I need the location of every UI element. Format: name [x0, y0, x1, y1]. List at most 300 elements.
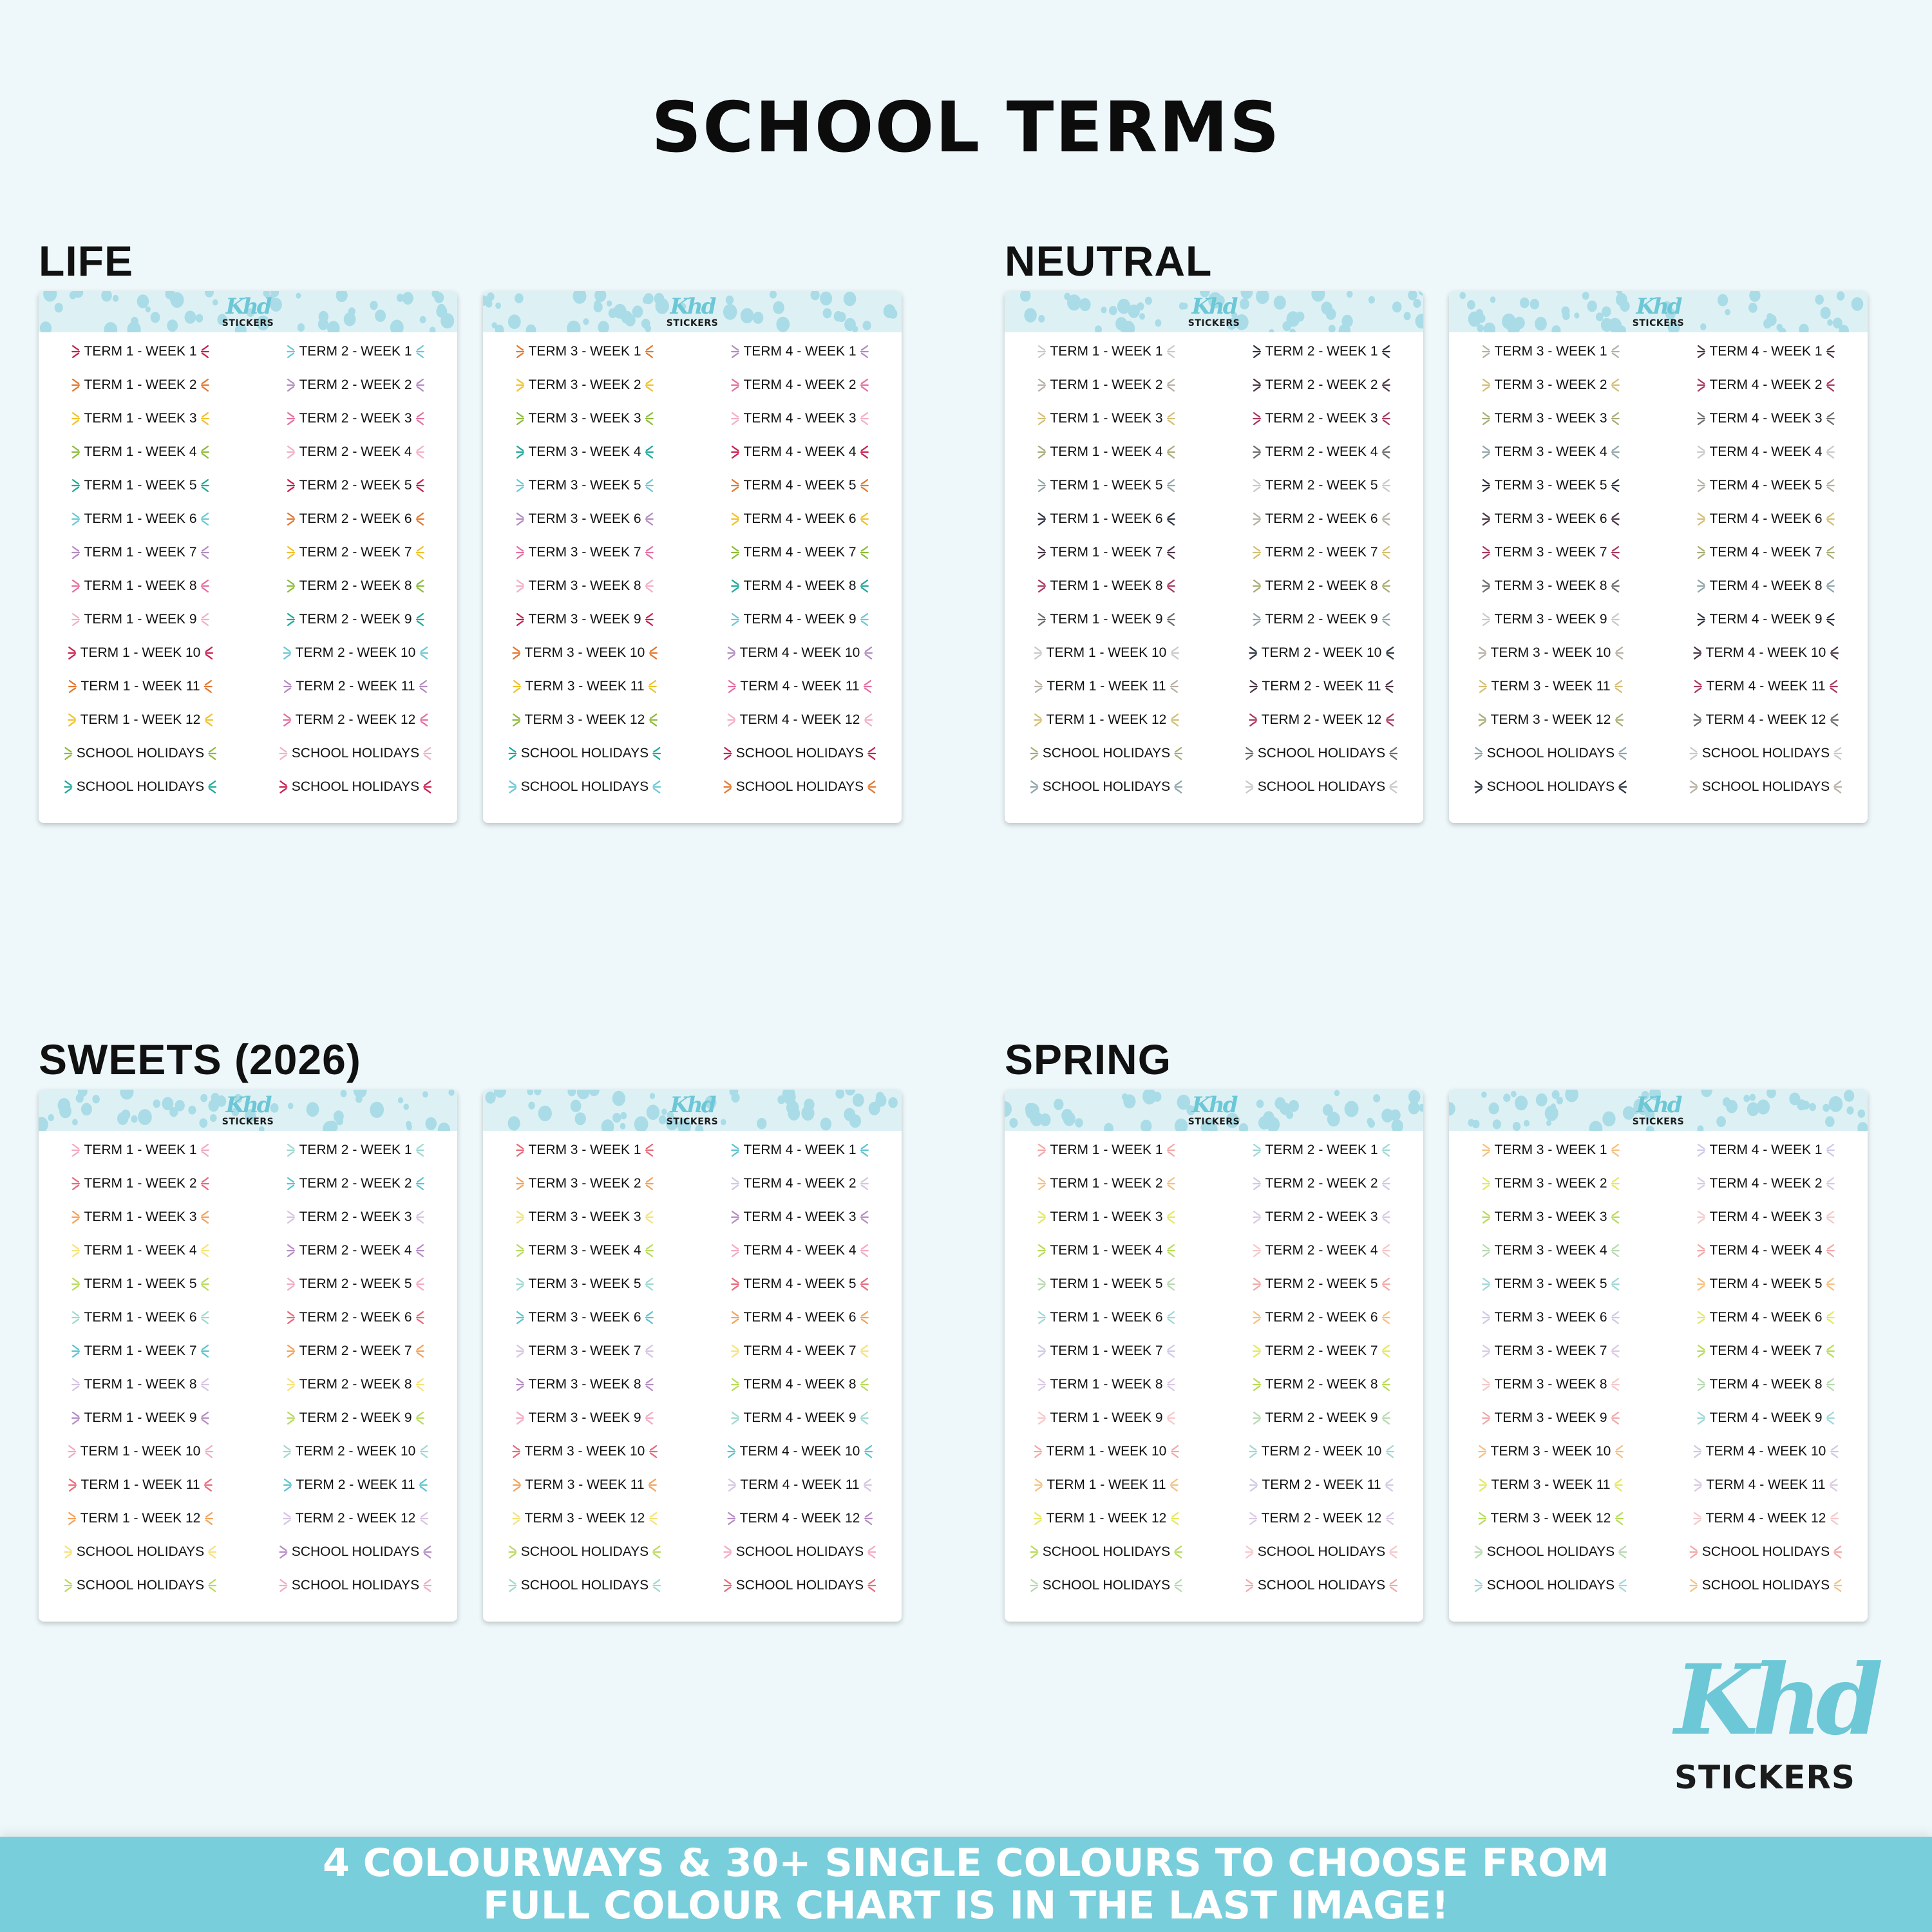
burst-left-icon [68, 1511, 78, 1526]
sticker-label [1474, 1544, 1627, 1560]
sticker-label [286, 1310, 424, 1325]
sticker-label [1481, 1310, 1620, 1325]
sticker-text: TERM 1 - WEEK 4 [1050, 1243, 1163, 1258]
burst-left-icon [1034, 1511, 1044, 1526]
burst-right-icon [644, 612, 654, 627]
burst-left-icon [1693, 1444, 1703, 1459]
burst-right-icon [644, 412, 654, 426]
colourway-neutral [966, 0, 1932, 792]
sticker-text: TERM 2 - WEEK 9 [1265, 612, 1378, 627]
sticker-text: TERM 2 - WEEK 2 [1265, 1176, 1378, 1191]
sticker-label [1481, 1176, 1620, 1191]
burst-left-icon [71, 579, 81, 593]
sticker-label [71, 478, 209, 493]
burst-right-icon [1173, 1545, 1183, 1559]
sticker-text: TERM 2 - WEEK 1 [299, 1142, 412, 1157]
burst-right-icon [1613, 1444, 1624, 1459]
burst-right-icon [415, 345, 425, 359]
burst-right-icon [1169, 713, 1179, 727]
burst-left-icon [71, 1378, 81, 1392]
burst-left-icon [1245, 780, 1255, 794]
burst-right-icon [200, 1311, 210, 1325]
sticker-text: TERM 2 - WEEK 1 [299, 344, 412, 359]
burst-right-icon [415, 412, 425, 426]
sheet-logo-word: STICKERS [666, 318, 719, 328]
sticker-label [515, 1410, 654, 1426]
front-sheet [39, 1090, 457, 1622]
burst-right-icon [1825, 1311, 1835, 1325]
burst-left-icon [286, 1311, 296, 1325]
sticker-text: TERM 2 - WEEK 4 [299, 1243, 412, 1258]
sticker-text: TERM 4 - WEEK 3 [743, 411, 857, 426]
burst-right-icon [1828, 713, 1839, 727]
sticker-label [1481, 377, 1620, 393]
burst-left-icon [515, 612, 526, 627]
sticker-label [1693, 1511, 1839, 1526]
sticker-text: TERM 3 - WEEK 7 [1494, 1343, 1607, 1358]
sticker-label [512, 712, 658, 728]
burst-left-icon [286, 1210, 296, 1224]
burst-left-icon [1696, 445, 1707, 459]
burst-left-icon [1037, 612, 1047, 627]
burst-right-icon [644, 1143, 654, 1157]
burst-right-icon [200, 445, 210, 459]
sticker-label [1252, 1276, 1390, 1292]
sticker-text: TERM 4 - WEEK 10 [1705, 1444, 1826, 1459]
burst-right-icon [1610, 1344, 1620, 1358]
brand-logo-word: STICKERS [1674, 1759, 1855, 1796]
burst-left-icon [508, 1545, 518, 1559]
sticker-text: SCHOOL HOLIDAYS [520, 779, 649, 794]
colourway-spring [966, 799, 1932, 1591]
sticker-label [71, 511, 209, 527]
burst-right-icon [1610, 1210, 1620, 1224]
burst-right-icon [1825, 545, 1835, 560]
banner-line-1: 4 COLOURWAYS & 30+ SINGLE COLOURS TO CHOOSE FROM [323, 1841, 1609, 1886]
burst-left-icon [1481, 345, 1492, 359]
sticker-text: TERM 1 - WEEK 6 [84, 511, 197, 526]
burst-right-icon [1384, 713, 1394, 727]
sticker-label [1478, 679, 1623, 694]
burst-right-icon [1825, 1411, 1835, 1425]
sticker-label [1689, 1544, 1842, 1560]
sticker-label [1696, 411, 1835, 426]
front-sheet [1005, 1090, 1423, 1622]
burst-left-icon [1252, 1244, 1262, 1258]
sticker-label [730, 344, 869, 359]
sticker-label [1037, 1410, 1175, 1426]
sticker-text: TERM 4 - WEEK 11 [1706, 1477, 1826, 1492]
burst-right-icon [203, 646, 213, 660]
sticker-text: TERM 4 - WEEK 3 [743, 1209, 857, 1224]
sticker-label [64, 779, 217, 795]
burst-right-icon [1613, 1511, 1624, 1526]
sticker-label [1481, 612, 1620, 627]
burst-right-icon [644, 1411, 654, 1425]
sticker-text: TERM 2 - WEEK 11 [296, 679, 415, 694]
sticker-label [515, 1142, 654, 1158]
sticker-label [1034, 679, 1179, 694]
burst-left-icon [286, 345, 296, 359]
sticker-text: TERM 2 - WEEK 6 [1265, 1310, 1378, 1325]
sheet-header [483, 1090, 902, 1131]
burst-left-icon [71, 1344, 81, 1358]
sticker-text: TERM 2 - WEEK 1 [1265, 344, 1378, 359]
burst-left-icon [71, 345, 81, 359]
sticker-label [286, 478, 424, 493]
burst-left-icon [1034, 679, 1044, 694]
burst-right-icon [415, 545, 425, 560]
sticker-label [1696, 612, 1835, 627]
sticker-label [1252, 444, 1390, 460]
burst-left-icon [723, 1578, 734, 1593]
sticker-label [68, 645, 214, 661]
burst-right-icon [200, 1378, 210, 1392]
sticker-label [1252, 1209, 1390, 1225]
sheet-header [1449, 1090, 1868, 1131]
burst-right-icon [1381, 1411, 1391, 1425]
sheet-logo [1188, 1094, 1240, 1127]
sticker-label [730, 1142, 869, 1158]
sticker-text: TERM 4 - WEEK 5 [1709, 1276, 1823, 1291]
burst-left-icon [1252, 1143, 1262, 1157]
sticker-text: SCHOOL HOLIDAYS [291, 1544, 420, 1559]
burst-left-icon [512, 646, 522, 660]
burst-right-icon [1384, 1478, 1394, 1492]
burst-right-icon [1610, 1143, 1620, 1157]
burst-right-icon [1166, 579, 1176, 593]
burst-left-icon [71, 1411, 81, 1425]
sticker-label [1478, 712, 1624, 728]
sticker-label [71, 444, 209, 460]
burst-left-icon [1245, 746, 1255, 761]
sticker-label [515, 344, 654, 359]
burst-right-icon [644, 345, 654, 359]
sticker-label [512, 1444, 658, 1459]
burst-right-icon [647, 1444, 658, 1459]
sticker-label [1481, 344, 1620, 359]
burst-left-icon [1696, 1244, 1707, 1258]
sticker-text: SCHOOL HOLIDAYS [735, 779, 864, 794]
burst-right-icon [422, 780, 432, 794]
burst-left-icon [1481, 445, 1492, 459]
burst-left-icon [283, 1444, 293, 1459]
sticker-text: TERM 2 - WEEK 9 [299, 1410, 412, 1425]
burst-left-icon [68, 1478, 78, 1492]
burst-left-icon [71, 1277, 81, 1291]
sticker-text: TERM 3 - WEEK 1 [528, 1142, 641, 1157]
sheet-logo-word: STICKERS [222, 1117, 274, 1127]
sheet-logo-script: Khd [1191, 294, 1236, 319]
burst-right-icon [1381, 445, 1391, 459]
sticker-text: SCHOOL HOLIDAYS [1042, 1544, 1171, 1559]
sticker-label [727, 1477, 872, 1493]
sticker-label [515, 478, 654, 493]
burst-left-icon [286, 478, 296, 493]
sticker-text: TERM 2 - WEEK 4 [1265, 1243, 1378, 1258]
burst-left-icon [515, 1277, 526, 1291]
sticker-label [1696, 1377, 1835, 1392]
footer-banner [0, 1837, 1932, 1932]
burst-left-icon [1037, 1311, 1047, 1325]
burst-right-icon [200, 579, 210, 593]
burst-left-icon [1252, 545, 1262, 560]
sticker-label [279, 1578, 432, 1593]
sticker-label [730, 444, 869, 460]
burst-right-icon [415, 1177, 425, 1191]
burst-right-icon [200, 1277, 210, 1291]
sticker-text: SCHOOL HOLIDAYS [1257, 779, 1386, 794]
sticker-text: SCHOOL HOLIDAYS [291, 746, 420, 761]
back-sheet [483, 291, 902, 823]
burst-left-icon [1037, 1277, 1047, 1291]
sticker-label [64, 746, 217, 761]
burst-left-icon [1696, 1378, 1707, 1392]
burst-right-icon [1381, 1244, 1391, 1258]
back-sheet [483, 1090, 902, 1622]
burst-right-icon [418, 679, 428, 694]
sticker-text: TERM 2 - WEEK 8 [299, 1377, 412, 1392]
sticker-text: SCHOOL HOLIDAYS [1701, 746, 1830, 761]
burst-right-icon [1832, 780, 1842, 794]
burst-right-icon [1610, 1411, 1620, 1425]
sticker-text: TERM 2 - WEEK 8 [1265, 578, 1378, 593]
burst-right-icon [859, 1244, 869, 1258]
burst-left-icon [1252, 579, 1262, 593]
sticker-label [283, 1511, 429, 1526]
burst-right-icon [1166, 1311, 1176, 1325]
sticker-text: TERM 2 - WEEK 8 [299, 578, 412, 593]
burst-left-icon [283, 679, 293, 694]
sticker-text: TERM 4 - WEEK 6 [743, 1310, 857, 1325]
sticker-label [1037, 545, 1175, 560]
sticker-text: TERM 3 - WEEK 9 [528, 1410, 641, 1425]
burst-left-icon [1037, 1177, 1047, 1191]
burst-right-icon [1825, 1378, 1835, 1392]
burst-right-icon [1610, 612, 1620, 627]
sticker-label [286, 511, 424, 527]
burst-right-icon [1610, 1244, 1620, 1258]
burst-left-icon [1030, 780, 1040, 794]
sticker-text: TERM 3 - WEEK 4 [1494, 1243, 1607, 1258]
burst-left-icon [727, 679, 737, 694]
sticker-text: SCHOOL HOLIDAYS [1486, 1544, 1615, 1559]
sheet-header [483, 291, 902, 332]
burst-left-icon [730, 512, 741, 526]
sticker-label [1696, 578, 1835, 594]
burst-left-icon [1252, 1344, 1262, 1358]
burst-right-icon [859, 1277, 869, 1291]
colourway-label: SWEETS (2026) [39, 1036, 361, 1083]
burst-right-icon [1828, 679, 1839, 694]
burst-left-icon [1693, 646, 1703, 660]
sheet-logo-word: STICKERS [666, 1117, 719, 1127]
burst-left-icon [1249, 1478, 1259, 1492]
burst-right-icon [1825, 412, 1835, 426]
burst-left-icon [1696, 1277, 1707, 1291]
sticker-label [1252, 1142, 1390, 1158]
burst-left-icon [1037, 1244, 1047, 1258]
burst-left-icon [1481, 1244, 1492, 1258]
sticker-label [1037, 377, 1175, 393]
colourway-label: LIFE [39, 237, 133, 285]
burst-left-icon [68, 1444, 78, 1459]
sticker-label [68, 1477, 213, 1493]
sticker-label [64, 1578, 217, 1593]
burst-right-icon [1381, 1210, 1391, 1224]
burst-left-icon [1249, 713, 1259, 727]
sticker-text: SCHOOL HOLIDAYS [76, 746, 205, 761]
burst-left-icon [730, 1177, 741, 1191]
burst-left-icon [1478, 1478, 1488, 1492]
sticker-text: TERM 3 - WEEK 9 [1494, 1410, 1607, 1425]
burst-right-icon [1384, 646, 1394, 660]
sheet-header [39, 291, 457, 332]
sticker-label [1252, 1410, 1390, 1426]
burst-right-icon [200, 1244, 210, 1258]
sticker-text: SCHOOL HOLIDAYS [1257, 1578, 1386, 1593]
burst-right-icon [1832, 746, 1842, 761]
sticker-text: TERM 2 - WEEK 10 [1261, 645, 1382, 660]
burst-left-icon [515, 445, 526, 459]
sticker-text: TERM 2 - WEEK 5 [299, 1276, 412, 1291]
sticker-text: TERM 1 - WEEK 10 [1046, 645, 1167, 660]
burst-left-icon [71, 512, 81, 526]
burst-left-icon [515, 345, 526, 359]
sticker-text: TERM 2 - WEEK 11 [1262, 679, 1381, 694]
burst-right-icon [644, 545, 654, 560]
sticker-text: TERM 4 - WEEK 6 [743, 511, 857, 526]
burst-right-icon [1381, 579, 1391, 593]
sticker-text: TERM 1 - WEEK 1 [84, 344, 197, 359]
burst-right-icon [1166, 612, 1176, 627]
burst-right-icon [1166, 1244, 1176, 1258]
sticker-label [71, 1142, 209, 1158]
sticker-label [71, 1410, 209, 1426]
sticker-text: TERM 4 - WEEK 8 [743, 1377, 857, 1392]
sticker-label [1481, 444, 1620, 460]
burst-left-icon [1037, 545, 1047, 560]
burst-left-icon [1252, 1378, 1262, 1392]
sticker-text: SCHOOL HOLIDAYS [291, 779, 420, 794]
sheet-logo-word: STICKERS [1188, 318, 1240, 328]
sticker-label [1478, 1511, 1624, 1526]
burst-left-icon [1481, 1411, 1492, 1425]
sticker-label [1037, 444, 1175, 460]
sticker-label [1252, 1243, 1390, 1258]
sticker-label [730, 1310, 869, 1325]
back-sheet [1449, 291, 1868, 823]
burst-right-icon [859, 478, 869, 493]
sticker-label [1481, 1377, 1620, 1392]
sheet-logo-script: Khd [225, 294, 270, 319]
sticker-label [1478, 1477, 1623, 1493]
burst-right-icon [203, 1511, 213, 1526]
sticker-label [727, 645, 873, 661]
burst-left-icon [508, 1578, 518, 1593]
sheet-logo-script: Khd [225, 1092, 270, 1118]
burst-left-icon [68, 679, 78, 694]
sticker-label [1034, 645, 1180, 661]
sticker-label [1249, 1477, 1394, 1493]
sticker-label [1696, 511, 1835, 527]
burst-left-icon [1037, 1344, 1047, 1358]
burst-left-icon [1481, 378, 1492, 392]
burst-left-icon [515, 1143, 526, 1157]
sheet-logo-script: Khd [1636, 1092, 1681, 1118]
burst-left-icon [64, 746, 74, 761]
burst-left-icon [515, 1177, 526, 1191]
burst-left-icon [1037, 512, 1047, 526]
sticker-text: SCHOOL HOLIDAYS [520, 746, 649, 761]
burst-left-icon [730, 545, 741, 560]
banner-line-2: FULL COLOUR CHART IS IN THE LAST IMAGE! [483, 1883, 1449, 1928]
burst-left-icon [64, 780, 74, 794]
burst-right-icon [1166, 512, 1176, 526]
burst-right-icon [644, 512, 654, 526]
sticker-label [286, 545, 424, 560]
sticker-text: TERM 2 - WEEK 2 [299, 377, 412, 392]
burst-right-icon [862, 713, 873, 727]
sticker-label [508, 746, 661, 761]
sticker-label [283, 1477, 428, 1493]
burst-right-icon [415, 1277, 425, 1291]
sticker-label [1030, 1544, 1183, 1560]
sticker-text: TERM 1 - WEEK 12 [1046, 712, 1167, 727]
burst-right-icon [418, 1444, 428, 1459]
sticker-label [515, 1276, 654, 1292]
sticker-label [283, 679, 428, 694]
sticker-text: TERM 3 - WEEK 6 [1494, 1310, 1607, 1325]
sticker-text: TERM 3 - WEEK 6 [528, 1310, 641, 1325]
burst-left-icon [286, 612, 296, 627]
burst-left-icon [64, 1545, 74, 1559]
burst-right-icon [651, 746, 661, 761]
sticker-text: TERM 3 - WEEK 10 [524, 1444, 645, 1459]
burst-left-icon [730, 445, 741, 459]
sticker-label [730, 1276, 869, 1292]
burst-left-icon [286, 579, 296, 593]
burst-left-icon [1252, 345, 1262, 359]
sticker-text: TERM 4 - WEEK 7 [1709, 545, 1823, 560]
sticker-text: TERM 3 - WEEK 5 [528, 478, 641, 493]
sticker-text: TERM 4 - WEEK 2 [1709, 1176, 1823, 1191]
sticker-text: TERM 3 - WEEK 10 [1490, 645, 1611, 660]
sticker-text: TERM 2 - WEEK 7 [299, 1343, 412, 1358]
burst-left-icon [68, 646, 78, 660]
burst-right-icon [1384, 679, 1394, 694]
burst-left-icon [286, 545, 296, 560]
sticker-text: TERM 2 - WEEK 2 [1265, 377, 1378, 392]
burst-right-icon [203, 1478, 213, 1492]
sticker-text: TERM 4 - WEEK 12 [1705, 1511, 1826, 1526]
burst-right-icon [644, 1277, 654, 1291]
burst-left-icon [1689, 1578, 1700, 1593]
sticker-label [1252, 545, 1390, 560]
sticker-label [279, 746, 432, 761]
sticker-text: TERM 4 - WEEK 2 [1709, 377, 1823, 392]
sticker-text: TERM 3 - WEEK 11 [1491, 679, 1611, 694]
burst-right-icon [647, 1511, 658, 1526]
sticker-text: TERM 4 - WEEK 5 [1709, 478, 1823, 493]
sticker-label [515, 1343, 654, 1359]
burst-left-icon [1696, 579, 1707, 593]
burst-right-icon [1381, 1344, 1391, 1358]
burst-right-icon [200, 1411, 210, 1425]
sticker-label [1030, 746, 1183, 761]
sticker-text: TERM 2 - WEEK 7 [1265, 1343, 1378, 1358]
burst-left-icon [727, 1478, 737, 1492]
